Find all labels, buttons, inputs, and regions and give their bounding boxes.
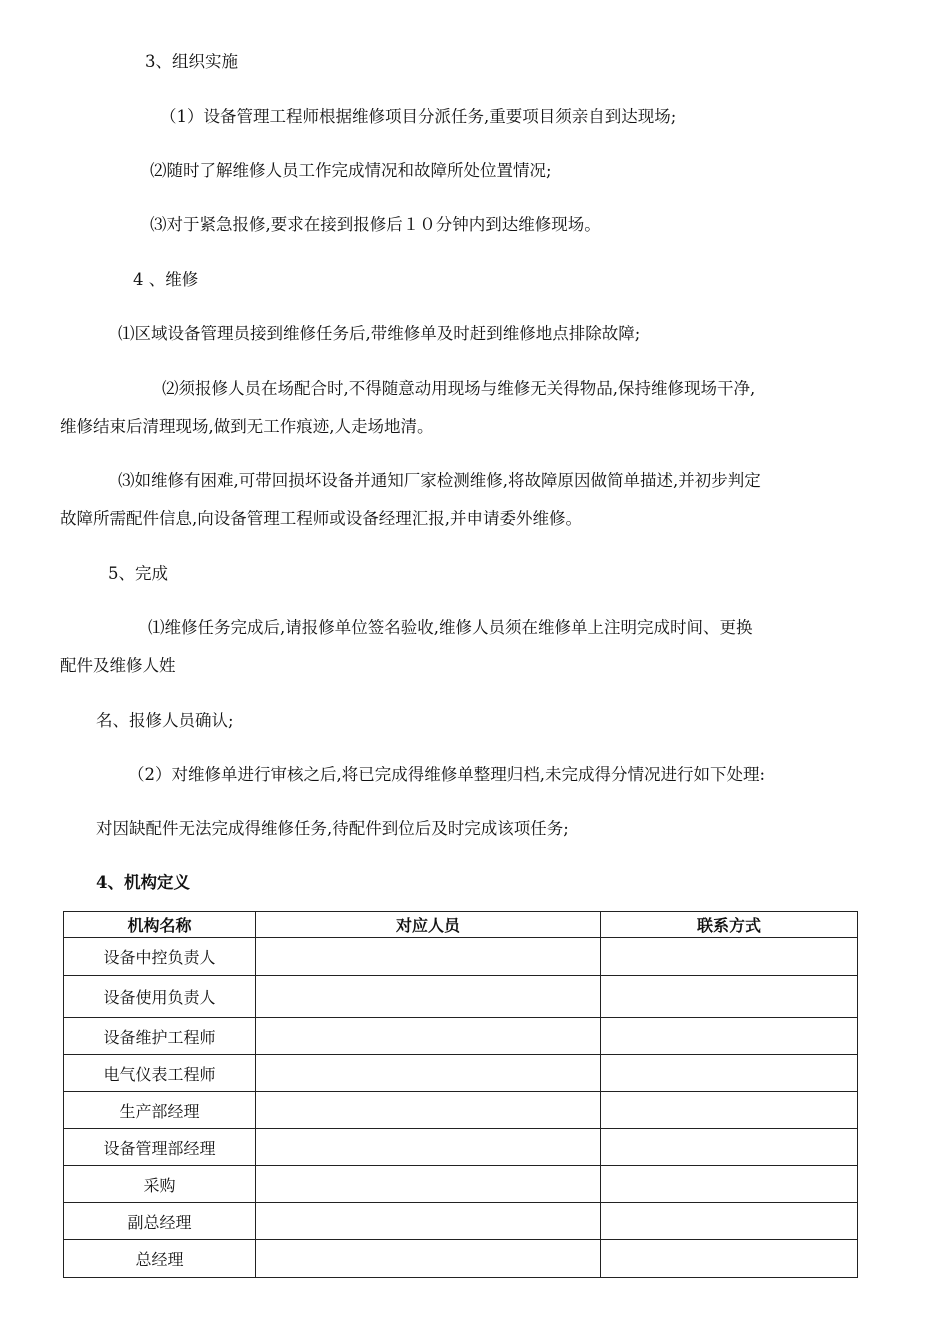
org-name-cell: 设备管理部经理 [64, 1129, 256, 1166]
table-row [64, 1018, 858, 1055]
contact-cell [601, 1203, 858, 1240]
person-cell [256, 1129, 601, 1166]
section-4-item-3-line-2: 故障所需配件信息,向设备管理工程师或设备经理汇报,并申请委外维修。 [60, 509, 582, 528]
section-4-heading: 4 、维修 [133, 270, 199, 289]
contact-cell [601, 1092, 858, 1129]
person-cell [256, 976, 601, 1018]
contact-cell [601, 976, 858, 1018]
contact-cell [601, 1129, 858, 1166]
header-org-name: 机构名称 [64, 912, 256, 938]
table-row [64, 1055, 858, 1092]
table-row [64, 1240, 858, 1278]
table-row [64, 1166, 858, 1203]
person-cell [256, 1018, 601, 1055]
contact-cell [601, 1018, 858, 1055]
table-row [64, 1092, 858, 1129]
section-4-item-1: ⑴区域设备管理员接到维修任务后,带维修单及时赶到维修地点排除故障; [118, 324, 641, 343]
org-definition-heading: 4、机构定义 [96, 873, 190, 892]
section-4-item-2-line-2: 维修结束后清理现场,做到无工作痕迹,人走场地清。 [60, 417, 434, 436]
section-5-item-2: （2）对维修单进行审核之后,将已完成得维修单整理归档,未完成得分情况进行如下处理: [128, 765, 766, 784]
section-4-item-3-line-1: ⑶如维修有困难,可带回损坏设备并通知厂家检测维修,将故障原因做简单描述,并初步判定 [118, 471, 761, 490]
org-name-cell: 采购 [64, 1166, 256, 1203]
section-3-heading: 3、组织实施 [145, 52, 238, 71]
header-contact: 联系方式 [601, 912, 858, 938]
person-cell [256, 1166, 601, 1203]
section-5-item-1-line-1: ⑴维修任务完成后,请报修单位签名验收,维修人员须在维修单上注明完成时间、更换 [148, 618, 753, 637]
person-cell [256, 1203, 601, 1240]
table-row [64, 1203, 858, 1240]
org-name-cell: 电气仪表工程师 [64, 1055, 256, 1092]
table-row [64, 976, 858, 1018]
person-cell [256, 1092, 601, 1129]
contact-cell [601, 938, 858, 976]
org-name-cell: 设备维护工程师 [64, 1018, 256, 1055]
org-name-cell: 设备使用负责人 [64, 976, 256, 1018]
table-row [64, 938, 858, 976]
section-5-heading: 5、完成 [108, 564, 168, 583]
table-row [64, 1129, 858, 1166]
header-person: 对应人员 [256, 912, 601, 938]
person-cell [256, 1055, 601, 1092]
org-name-cell: 副总经理 [64, 1203, 256, 1240]
section-3-item-1: （1）设备管理工程师根据维修项目分派任务,重要项目须亲自到达现场; [160, 107, 677, 126]
org-name-cell: 设备中控负责人 [64, 938, 256, 976]
org-name-cell: 生产部经理 [64, 1092, 256, 1129]
person-cell [256, 938, 601, 976]
org-name-cell: 总经理 [64, 1240, 256, 1278]
contact-cell [601, 1055, 858, 1092]
section-5-item-1-line-2: 配件及维修人姓 [60, 656, 176, 675]
section-5-item-3: 对因缺配件无法完成得维修任务,待配件到位后及时完成该项任务; [96, 819, 569, 838]
contact-cell [601, 1240, 858, 1278]
section-5-item-1-line-3: 名、报修人员确认; [96, 711, 234, 730]
person-cell [256, 1240, 601, 1278]
org-definition-table [63, 911, 858, 1278]
section-4-item-2-line-1: ⑵须报修人员在场配合时,不得随意动用现场与维修无关得物品,保持维修现场干净, [162, 379, 756, 398]
section-3-item-2: ⑵随时了解维修人员工作完成情况和故障所处位置情况; [150, 161, 552, 180]
section-3-item-3: ⑶对于紧急报修,要求在接到报修后１０分钟内到达维修现场。 [150, 215, 601, 234]
table-header-row [64, 912, 858, 938]
contact-cell [601, 1166, 858, 1203]
